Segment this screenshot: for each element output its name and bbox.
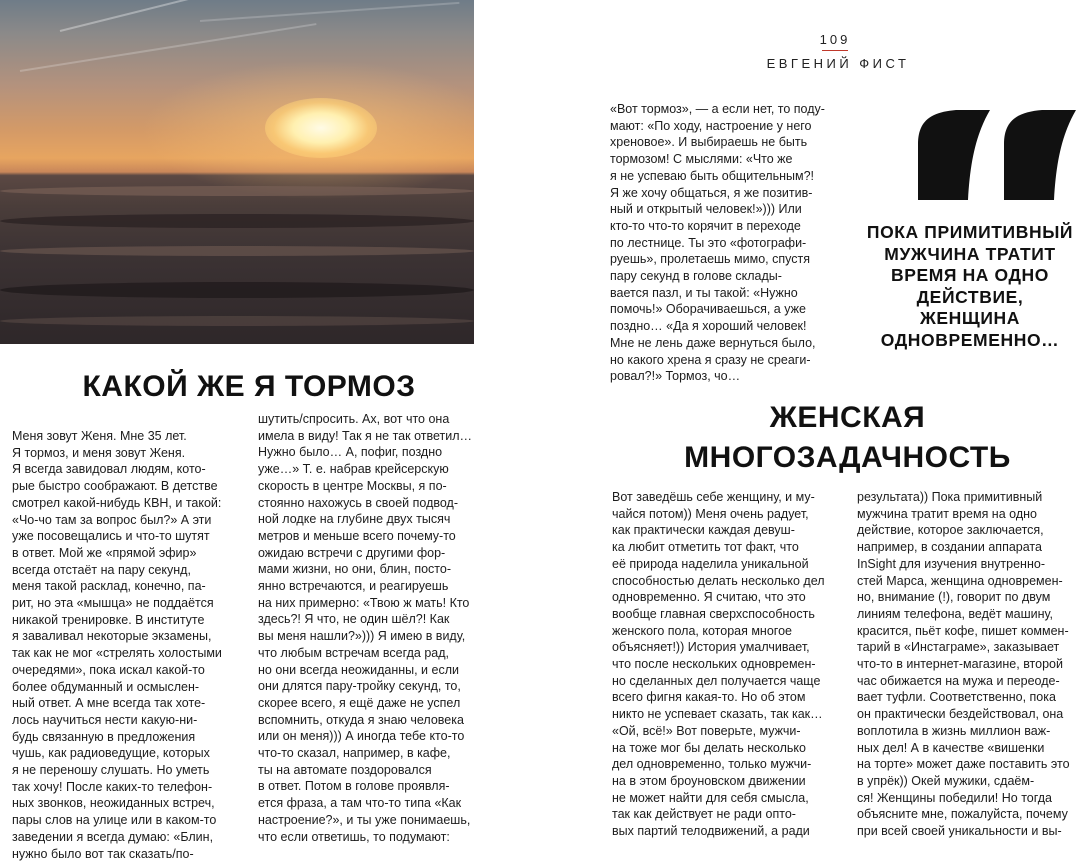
article2-column-2: результата)) Пока примитивный мужчина тратит время на одно действие, которое заключается, например, в создании аппарата InSight для изучения внутренно- стей Марса, женщина одновремен- но, внимание (!), говорит по двум линиям телефона, ведёт машину, красится, пьёт кофе, пишет коммен- тарий в «Инстаграме», заказывает что-то в интернет-магазине, второй час обижается на мужа и переоде- вает туфли. Соответственно, пока он практически бездействовал, она воплотила в жизнь миллион важ- ных дел! А в качестве «вишенки на торте» может даже поставить это в упрёк)) Окей мужики, сдаём- ся! Женщины победили! Но тогда объясните мне, пожалуйста, почему при всей своей уникальности и вы- bbox=[857, 490, 1070, 839]
article1-column-2: шутить/спросить. Ах, вот что она имела в виду! Так я не так ответил… Нужно было… А, пофиг, поздно уже…» Т. е. набрав крейсерскую скорость в центре Москвы, я по- стоянно нахожусь в своей подвод- ной лодке на глубине двух тысяч метров и меньше всего почему-то ожидаю встречи с другими фор- мами жизни, но они, блин, посто- янно встречаются, и реагируешь на них примерно: «Твою ж мать! Кто здесь?! Я что, не один шёл?! Как вы меня нашли?»))) Я имею в виду, что любым встречам всегда рад, но они всегда неожиданны, и если они длятся пару-тройку секунд, то, скорее всего, я ещё даже не успел вспомнить, откуда я знаю человека или он меня))) А иногда тебе кто-то что-то сказал, например, в кафе, ты на автомате поздоровался в ответ. Потом в голове проявля- ется фраза, а там что-то типа «Как настроение?», и ты уже понимаешь, что если ответишь, то подумают: bbox=[258, 412, 473, 844]
article-title-tormoz: КАКОЙ ЖЕ Я ТОРМОЗ bbox=[82, 370, 416, 403]
article1-column-1: Меня зовут Женя. Мне 35 лет. Я тормоз, и меня зовут Женя. Я всегда завидовал людям, кото- рые быстро соображают. В детстве смотрел какой-нибудь КВН, и такой: «Чо-чо там за вопрос был?» А эти уже посовещались и что-то шутят в ответ. Мой же «прямой эфир» всегда отстаёт на пару секунд, меня такой расклад, конечно, па- рит, но эта «мышца» не поддаётся никакой тренировке. В институте я заваливал некоторые экзамены, так как не мог «стрелять холостыми очередями», пока искал какой-то более обдуманный и осмыслен- ный ответ. А мне всегда так хоте- лось научиться нести какую-ни- будь связанную в предложения чушь, как радиоведущие, которых я не переношу слушать. Но уметь так хочу! После каких-то телефон- ных звонков, неожиданных встреч, пары слов на улице или в каком-то заведении я всегда думаю: «Блин, нужно было вот так сказать/по- bbox=[12, 429, 222, 861]
running-header-author: ЕВГЕНИЙ ФИСТ bbox=[766, 56, 910, 71]
pull-quote-text: ПОКА ПРИМИТИВНЫЙ МУЖЧИНА ТРАТИТ ВРЕМЯ НА ОДНО ДЕЙСТВИЕ, ЖЕНЩИНА ОДНОВРЕМЕННО… bbox=[866, 222, 1074, 350]
article2-column-1: Вот заведёшь себе женщину, и му- чайся потом)) Меня очень радует, как практически каждая девуш- ка любит отметить тот факт, что её природа наделила уникальной способностью делать несколько дел одновременно. Я считаю, что это вообще главная сверхспособность женского пола, которая многое объясняет!)) История умалчивает, что после нескольких одновремен- но сделанных дел получается чаще всего фигня какая-то. Но об этом никто не успевает сказать, так как… «Ой, всё!» Вот поверьте, мужчи- на тоже мог бы делать несколько дел одновременно, только мужчи- на в этом броуновском движении не может найти для себя смысла, так как действует не ради опто- вых партий телодвижений, а ради bbox=[612, 490, 825, 839]
sun-icon bbox=[265, 98, 377, 158]
intro-paragraph: «Вот тормоз», — а если нет, то поду- мают: «По ходу, настроение у него хреновое». И выбираешь не быть тормозом! С мыслями: «Что же я не успеваю быть общительным?! Я же хочу общаться, я же позитив- ный и открытый человек!»))) Или кто-то что-то корячит в переходе по лестнице. Ты это «фотографи- руешь», пролетаешь мимо, спустя пару секунд в голове склады- вается пазл, и ты такой: «Нужно помочь!» Оборачиваешься, а уже поздно… «Да я хороший человек! Мне не лень даже вернуться было, но какого хрена я сразу не среаги- ровал?!» Тормоз, чо… bbox=[610, 102, 825, 384]
page-number-rule bbox=[822, 50, 848, 51]
page-number: 109 bbox=[819, 32, 851, 47]
article-title-multitasking: ЖЕНСКАЯ МНОГОЗАДАЧНОСТЬ bbox=[684, 401, 1011, 474]
sunset-photo bbox=[0, 0, 474, 344]
quote-mark-icon bbox=[918, 110, 1078, 200]
